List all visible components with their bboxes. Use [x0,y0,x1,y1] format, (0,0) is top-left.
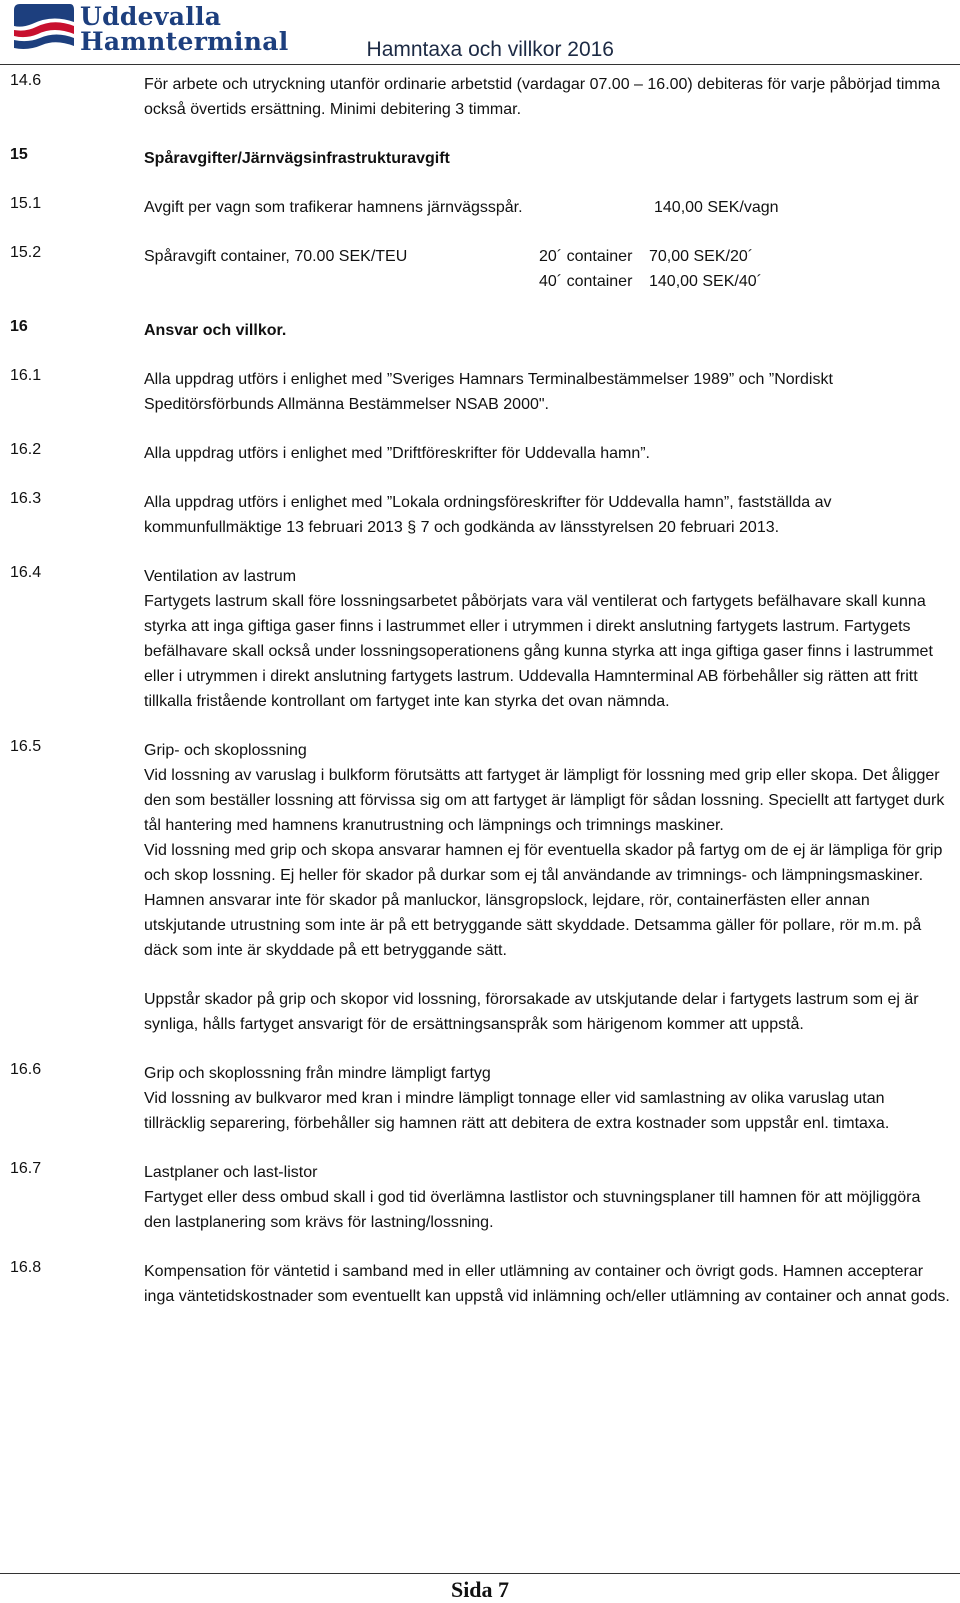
section-heading: Grip- och skoplossning [144,742,307,759]
header-divider [0,64,960,65]
section-16 [10,318,950,343]
section-number: 15 [10,146,28,163]
section-number: 16.6 [10,1061,42,1078]
section-number: 15.1 [10,195,42,212]
section-number: 16.2 [10,441,42,458]
section-text: Fartyget eller dess ombud skall i god tid överlämna lastlistor och stuvningsplaner till hamnen för att möjliggöra den lastplanering som krävs för lastning/lossning. [144,1189,921,1231]
section-number: 16 [10,318,28,335]
section-number: 16.1 [10,367,42,384]
page-header [0,0,960,64]
section-number: 15.2 [10,244,42,261]
company-logo [12,2,289,56]
logo-text-line2: Hamnterminal [80,27,289,56]
section-number: 16.5 [10,738,42,755]
section-16-8 [10,1259,950,1309]
section-number: 16.3 [10,490,42,507]
footer-divider [0,1573,960,1574]
fee-label: Avgift per vagn som trafikerar hamnens järnvägsspår. [144,199,523,216]
section-15 [10,146,950,171]
section-16-4 [10,564,950,714]
section-16-3 [10,490,950,540]
section-heading: Ansvar och villkor. [144,322,287,339]
container-fee: 70,00 SEK/20´ [649,248,754,265]
section-16-1 [10,367,950,417]
section-text: Alla uppdrag utförs i enlighet med ”Lokala ordningsföreskrifter för Uddevalla hamn”, fastställda av kommunfullmäktige 13 februari 2013 § 7 och godkända av länsstyrelsen 20 februari 2013. [144,494,832,536]
section-number: 16.4 [10,564,42,581]
document-title: Hamntaxa och villkor 2016 [366,38,614,61]
fee-value: 140,00 SEK/vagn [654,199,779,216]
document-body [10,72,950,1333]
section-16-6 [10,1061,950,1136]
section-heading: Grip och skoplossning från mindre lämpligt fartyg [144,1065,491,1082]
container-fee: 140,00 SEK/40´ [649,273,762,290]
section-text: Alla uppdrag utförs i enlighet med ”Driftföreskrifter för Uddevalla hamn”. [144,445,650,462]
section-heading: Spåravgifter/Järnvägsinfrastrukturavgift [144,150,450,167]
container-size: 20´ container [539,248,633,265]
section-16-5 [10,738,950,1037]
section-heading: Ventilation av lastrum [144,568,297,585]
section-text: Uppstår skador på grip och skopor vid lossning, förorsakade av utskjutande delar i fartygets lastrum som ej är synliga, hålls fartyget ansvarigt för de ersättningsanspråk som härigenom kommer att uppstå. [144,991,919,1033]
section-number: 16.8 [10,1259,42,1276]
section-heading: Lastplaner och last-listor [144,1164,318,1181]
section-number: 14.6 [10,72,42,89]
section-text: Vid lossning av varuslag i bulkform förutsätts att fartyget är lämpligt för lossning med grip eller skopa. Det åligger den som beställer lossning att förvissa sig om att fartyget är lämpligt för sådan lossning. Speciellt att fartyget durk tål hantering med hamnens kranutrustning och lämpnings och trimnings maskiner. [144,767,945,834]
section-16-7 [10,1160,950,1235]
logo-emblem-icon [12,2,76,56]
logo-text-line1: Uddevalla [80,2,222,31]
section-14-6 [10,72,950,122]
section-number: 16.7 [10,1160,42,1177]
page-number: Sida 7 [450,1577,510,1602]
section-text: Vid lossning med grip och skopa ansvarar hamnen ej för eventuella skador på fartyg om de ej är lämpliga för grip och skop lossning. Ej heller för skador på durkar som ej tål användande av trimnings- och lämpningsmaskiner. Hamnen ansvarar inte för skador på manluckor, länsgropslock, lejdare, rör, containerfästen eller annan utskjutande utrustning som inte är på ett betryggande sätt skyddade. Detsamma gäller för pollare, rör m.m. på däck som inte är skyddade på ett betryggande sätt. [144,842,943,959]
section-text: Kompensation för väntetid i samband med in eller utlämning av container och övrigt gods. Hamnen accepterar inga väntetidskostnader som eventuellt kan uppstå vid inlämning och/eller utlämning av container och annat gods. [144,1263,950,1305]
section-text: För arbete och utryckning utanför ordinarie arbetstid (vardagar 07.00 – 16.00) debiteras för varje påbörjad timma också övertids ersättning. Minimi debitering 3 timmar. [144,76,940,118]
section-text: Fartygets lastrum skall före lossningsarbetet påbörjats vara väl ventilerat och fartygets befälhavare skall kunna styrka att inga giftiga gaser finns i lastrummet eller i utrymmen i direkt anslutning fartygets lastrum. Fartygets befälhavare skall också under lossningsoperationens gång kunna styrka att inga giftiga gaser finns i lastrummet eller i utrymmen i direkt anslutning fartygets lastrum. Uddevalla Hamnterminal AB förbehåller sig rätten att fritt tillkalla fristående kontrollant om fartyget inte kan styrka det ovan nämnda. [144,593,933,710]
section-text: Alla uppdrag utförs i enlighet med ”Sveriges Hamnars Terminalbestämmelser 1989” och ”Nordiskt Speditörsförbunds Allmänna Bestämmelser NSAB 2000". [144,371,833,413]
section-16-2 [10,441,950,466]
container-size: 40´ container [539,273,633,290]
section-15-1 [10,195,950,220]
fee-label: Spåravgift container, 70.00 SEK/TEU [144,248,408,265]
section-text: Vid lossning av bulkvaror med kran i mindre lämpligt tonnage eller vid samlastning av olika varuslag utan tillräcklig separering, förbehåller sig hamnen rätt att debitera de extra kostnader som uppstår enl. timtaxa. [144,1090,890,1132]
section-15-2 [10,244,950,294]
